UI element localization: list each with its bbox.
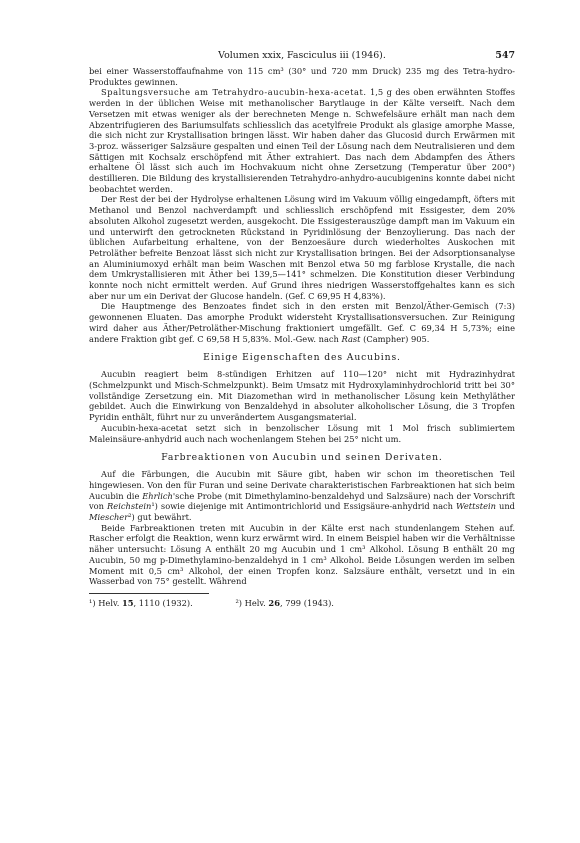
footnote-text: , 799 (1943). [279, 597, 334, 608]
author-name-wettstein: Wettstein [456, 501, 496, 512]
footnote-text: , 1110 (1932). [133, 597, 193, 608]
journal-page [89, 50, 515, 609]
paragraph-text: ¹) sowie diejenige mit Antimontrichlorid und Essigsäure-anhydrid nach [151, 501, 457, 512]
paragraph-hydrogenation-end: bei einer Wasserstoffaufnahme von 115 cm³ (30° und 720 mm Druck) 235 mg des Tetra-hydro-Produktes gewinnen. [89, 66, 515, 87]
author-name-ehrlich: Ehrlich [142, 490, 173, 501]
paragraph-lead-heading: Spaltungsversuche am Tetrahydro-aucubin-hexa-acetat. [101, 87, 367, 98]
section-heading-aucubin-properties: Einige Eigenschaften des Aucubins. [203, 352, 401, 364]
paragraph-text: ²) gut bewährt. [128, 512, 192, 523]
paragraph-hexa-acetate: Aucubin-hexa-acetat setzt sich in benzolischer Lösung mit 1 Mol frisch sublimiertem Maleinsäure-anhydrid auch nach wochenlangem Stehen bei 25° nicht um. [89, 422, 515, 444]
journal-volume-title: Volumen xxix, Fasciculus iii (1946). [218, 50, 386, 61]
paragraph-benzoate-main [89, 301, 515, 344]
paragraph-text: (Campher) 905. [360, 333, 430, 344]
paragraph-text: 'sche Probe (mit Dimethylamino-benzaldehyd und Salzsäure) nach der Vorschrift von [89, 490, 515, 512]
paragraph-body: 1,5 g des oben erwähnten Stoffes werden in der üblichen Weise mit methanolischer Barytlauge in der Kälte verseift. Nach dem Versetzen mit etwas weniger als der berechneten Menge n. Schwefelsäure erhält man nach dem Abzentrifugieren des Bariumsulfats schliesslich das acetylfreie Produkt als glasige amorphe Masse, die sich nicht zur Krystallisation bringen lässt. Wir haben daher das Glucosid durch Erwärmen mit 3-proz. wässeriger Salzsäure gespalten und einen Teil der Lösung nach dem Neutralisieren und dem Sättigen mit Kochsalz erschöpfend mit Äther extrahiert. Das nach dem Abdampfen des Äthers erhaltene Öl lässt sich auch im Hochvakuum nicht ohne Zersetzung (Temperatur über 200°) destillieren. Die Bildung des krystallisierenden Tetrahydro-anhydro-aucubigenins konnte dabei nicht beobachtet werden. [89, 87, 515, 194]
footnote-volume: 26 [268, 597, 280, 608]
footnote-text: ¹) Helv. [89, 597, 122, 608]
paragraph-text: Auf die Färbungen, die Aucubin mit Säure gibt, haben wir schon im theoretischen Teil hingewiesen. Von den für Furan und seine Derivate charakteristischen Farbreaktionen hat sich beim Aucubin die [89, 469, 515, 501]
paragraph-color-reactions-details: Beide Farbreaktionen treten mit Aucubin in der Kälte erst nach stundenlangem Stehen auf. Rascher erfolgt die Reaktion, wenn kurz erwärmt wird. In einem Beispiel haben wir die Verhältnisse näher untersucht: Lösung A enthält 20 mg Aucubin und 1 cm³ Alkohol. Lösung B enthält 20 mg Aucubin, 50 mg p-Dimethylamino-benzaldehyd in 1 cm³ Alkohol. Beide Lösungen werden im selben Moment mit 0,5 cm³ Alkohol, der einen Tropfen konz. Salzsäure enthält, versetzt und in ein Wasserbad von 75° gestellt. Während [89, 522, 515, 587]
footnote-divider [89, 593, 209, 594]
page-number: 547 [495, 50, 515, 61]
paragraph-aucubin-reactions: Aucubin reagiert beim 8-stündigen Erhitzen auf 110—120° nicht mit Hydrazinhydrat (Schmelzpunkt und Misch-Schmelzpunkt). Beim Umsatz mit Hydroxylaminhydrochlorid tritt bei 30° vollständige Zersetzung ein. Mit Diazomethan wird in methanolischer Lösung kein Methyläther gebildet. Auch die Einwirkung von Benzaldehyd in absoluter alkoholischer Lösung, die 3 Tropfen Pyridin enthält, führt nur zu unverändertem Ausgangsmaterial. [89, 369, 515, 423]
footnote-2 [235, 598, 334, 609]
paragraph-hydrolysis-residue: Der Rest der bei der Hydrolyse erhaltenen Lösung wird im Vakuum völlig eingedampft, öfters mit Methanol und Benzol nachverdampft und schliesslich erschöpfend mit Essigester, dem 20% absoluten Alkohol zugesetzt werden, ausgekocht. Die Essigesterauszüge dampft man im Vakuum ein und unterwirft den getrockneten Rückstand in Pyridinlösung der Benzoylierung. Das nach der üblichen Aufarbeitung erhaltene, von der Benzoesäure durch wiederholtes Auskochen mit Petroläther befreite Benzoat lässt sich nicht zur Krystallisation bringen. Bei der Adsorptionsanalyse an Aluminiumoxyd erhält man beim Waschen mit Benzol etwa 50 mg farblose Krystalle, die nach dem Umkrystallisieren mit Äther bei 139,5—141° schmelzen. Die Konstitution dieser Verbindung konnte noch nicht ermittelt werden. Auf Grund ihres niedrigen Wasserstoffgehaltes kann es sich aber nur um ein Derivat der Glucose handeln. (Gef. C 69,95 H 4,83%). [89, 194, 515, 301]
footnotes [89, 598, 515, 609]
section-heading-color-reactions: Farbreaktionen von Aucubin und seinen Derivaten. [161, 452, 443, 464]
author-name-miescher: Miescher [89, 512, 129, 523]
author-name-rast: Rast [341, 333, 361, 344]
footnote-text: ²) Helv. [235, 597, 269, 608]
paragraph-cleavage-experiments [89, 87, 515, 194]
paragraph-text: Die Hauptmenge des Benzoates findet sich in den ersten mit Benzol/Äther-Gemisch (7:3) gewonnenen Eluaten. Das amorphe Produkt widersteht Krystallisationsversuchen. Zur Reinigung wird daher aus Äther/Petroläther-Mischung fraktioniert umgefällt. Gef. C 69,34 H 5,73%; eine andere Fraktion gibt gef. C 69,58 H 5,83%. Mol.-Gew. nach [89, 301, 515, 344]
footnote-1 [89, 598, 193, 609]
paragraph-text: und [495, 501, 515, 512]
author-name-reichstein: Reichstein [107, 501, 152, 512]
running-header [89, 50, 515, 66]
footnote-volume: 15 [121, 597, 134, 608]
paragraph-color-reactions-intro [89, 469, 515, 523]
